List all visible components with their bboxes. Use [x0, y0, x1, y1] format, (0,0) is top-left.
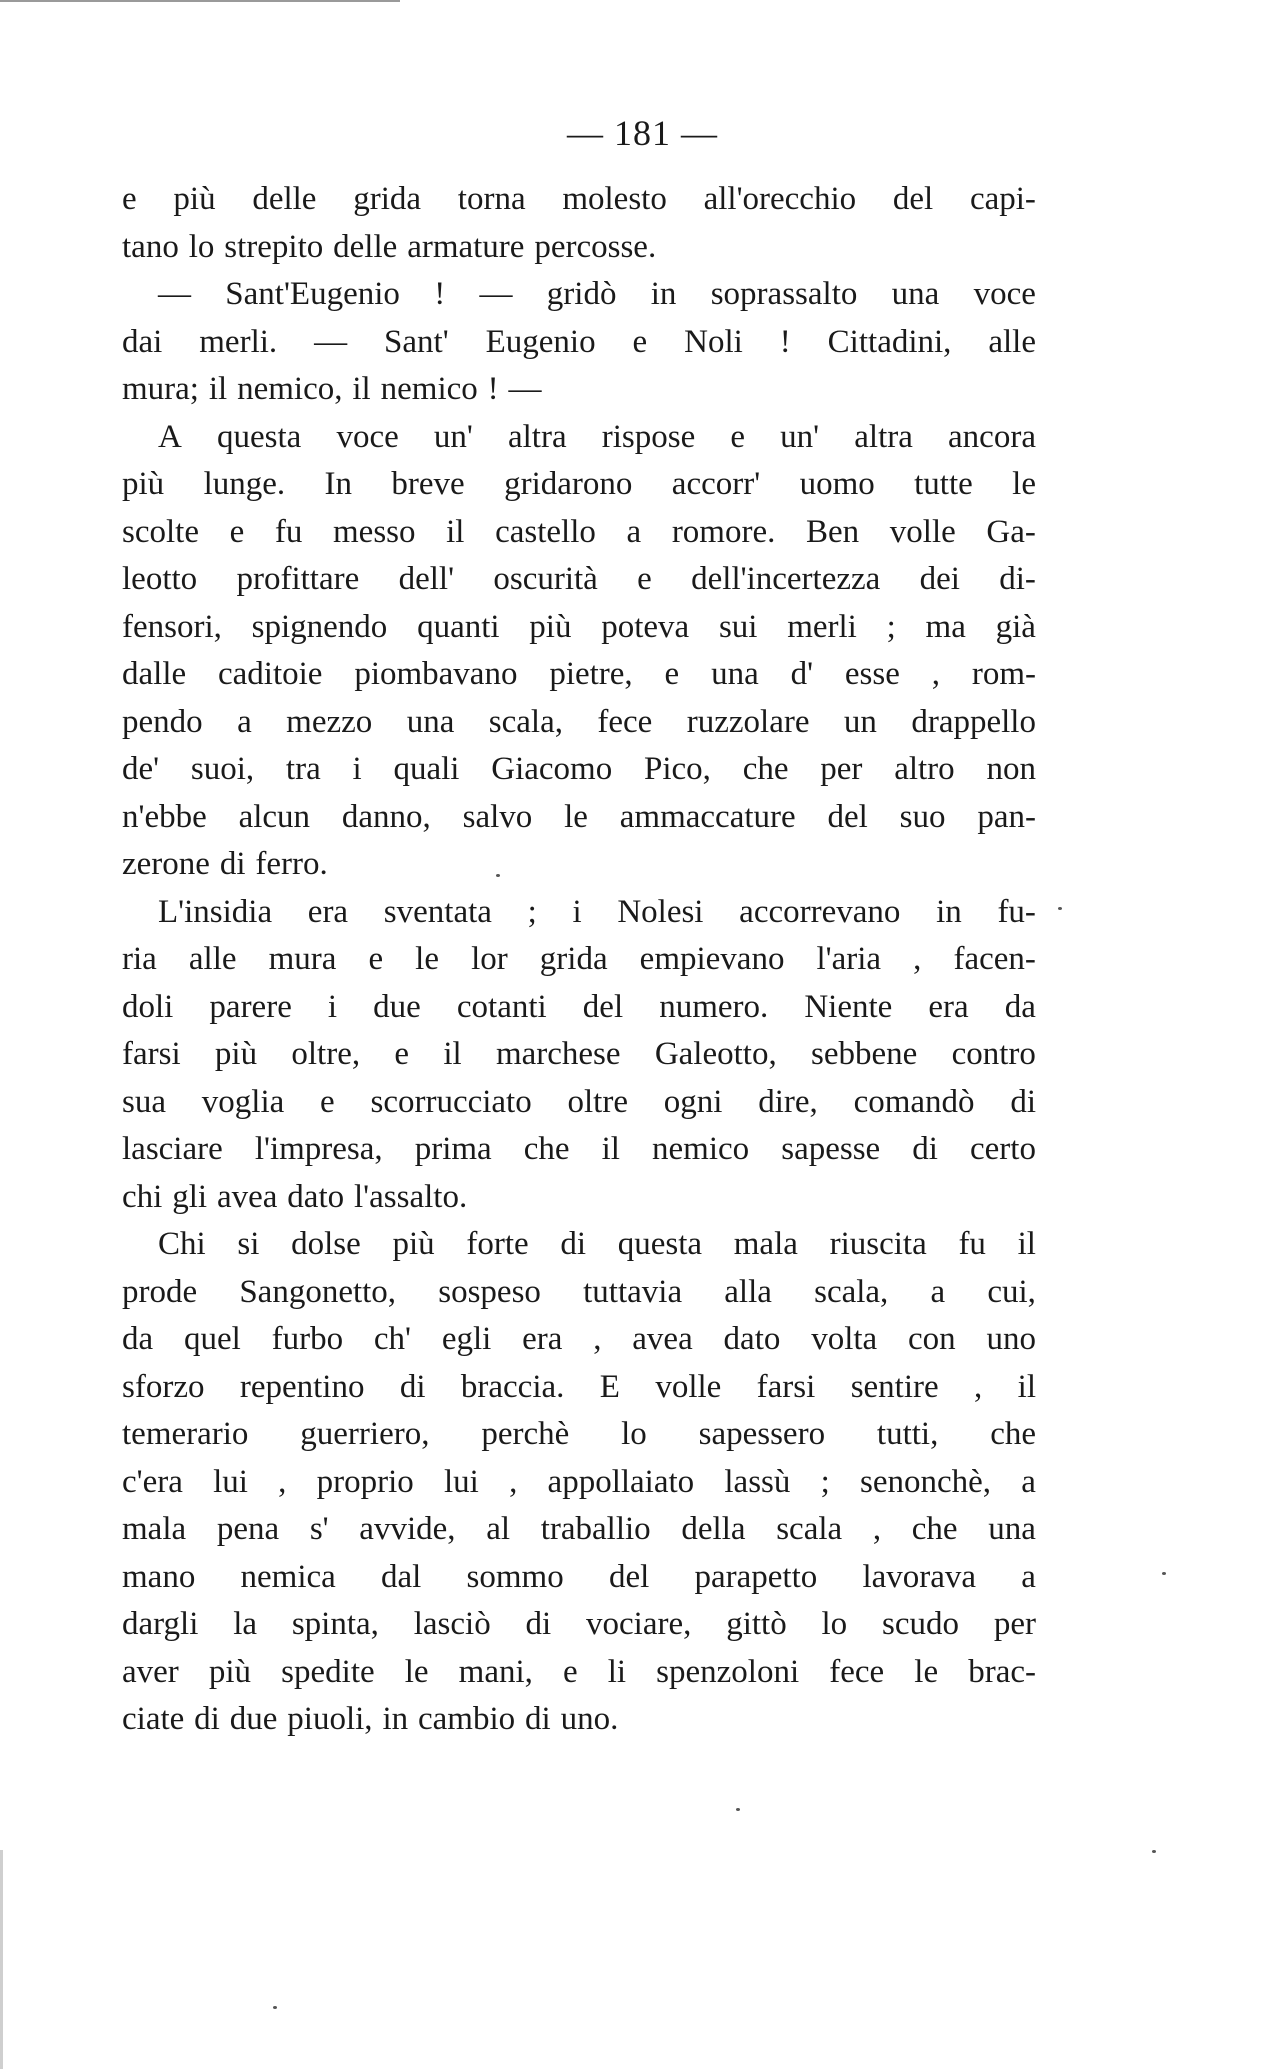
text-line: dai merli. — Sant' Eugenio e Noli ! Cittadini, alle [122, 323, 1036, 360]
paper-speck [736, 1808, 740, 1811]
text-line: tano lo strepito delle armature percosse. [122, 228, 657, 265]
text-line: scolte e fu messo il castello a romore. Ben volle Ga- [122, 513, 1036, 550]
text-line: aver più spedite le mani, e li spenzoloni fece le brac- [122, 1653, 1036, 1690]
text-line: sua voglia e scorrucciato oltre ogni dire, comandò di [122, 1083, 1036, 1120]
paper-speck [1152, 1850, 1156, 1853]
page-number: — 181 — [567, 113, 718, 153]
body-text [122, 176, 1036, 1744]
text-line: fensori, spignendo quanti più poteva sui merli ; ma già [122, 608, 1036, 645]
text-line: A questa voce un' altra rispose e un' altra ancora [158, 418, 1036, 455]
text-line: Chi si dolse più forte di questa mala riuscita fu il [158, 1226, 1036, 1262]
text-line: chi gli avea dato l'assalto. [122, 1178, 468, 1215]
text-line: prode Sangonetto, sospeso tuttavia alla scala, a cui, [122, 1273, 1036, 1310]
text-line: mala pena s' avvide, al traballio della scala , che una [122, 1511, 1036, 1547]
text-line: da quel furbo ch' egli era , avea dato volta con uno [122, 1321, 1036, 1357]
text-line: pendo a mezzo una scala, fece ruzzolare un drappello [122, 703, 1036, 740]
text-line: mura; il nemico, il nemico ! — [122, 371, 542, 407]
text-line: ria alle mura e le lor grida empievano l'aria , facen- [122, 941, 1036, 977]
paper-speck [496, 874, 500, 877]
text-line: zerone di ferro. [122, 846, 328, 882]
text-line: ciate di due piuoli, in cambio di uno. [122, 1701, 619, 1737]
text-line: doli parere i due cotanti del numero. Niente era da [122, 988, 1036, 1025]
text-line: dalle caditoie piombavano pietre, e una d' esse , rom- [122, 656, 1036, 692]
text-line: c'era lui , proprio lui , appollaiato lassù ; senonchè, a [122, 1463, 1036, 1500]
text-line: farsi più oltre, e il marchese Galeotto, sebbene contro [122, 1036, 1036, 1072]
text-line: sforzo repentino di braccia. E volle farsi sentire , il [122, 1368, 1036, 1405]
paper-speck [273, 2006, 277, 2009]
text-line: L'insidia era sventata ; i Nolesi accorrevano in fu- [158, 893, 1036, 930]
text-line: de' suoi, tra i quali Giacomo Pico, che per altro non [122, 751, 1036, 787]
text-line: lasciare l'impresa, prima che il nemico sapesse di certo [122, 1131, 1036, 1167]
text-line: più lunge. In breve gridarono accorr' uomo tutte le [122, 466, 1036, 502]
top-edge-rule [0, 0, 400, 2]
text-line: — Sant'Eugenio ! — gridò in soprassalto una voce [158, 276, 1036, 312]
text-line: dargli la spinta, lasciò di vociare, gittò lo scudo per [122, 1606, 1036, 1642]
text-line: mano nemica dal sommo del parapetto lavorava a [122, 1558, 1036, 1595]
paper-speck [1162, 1572, 1166, 1575]
paper-speck [1058, 907, 1062, 910]
text-line: e più delle grida torna molesto all'orecchio del capi- [122, 181, 1036, 217]
text-line: temerario guerriero, perchè lo sapessero tutti, che [122, 1416, 1036, 1452]
text-line: n'ebbe alcun danno, salvo le ammaccature del suo pan- [122, 798, 1036, 835]
text-line: leotto profittare dell' oscurità e dell'incertezza dei di- [122, 561, 1036, 597]
left-edge-shadow [0, 1850, 3, 2069]
